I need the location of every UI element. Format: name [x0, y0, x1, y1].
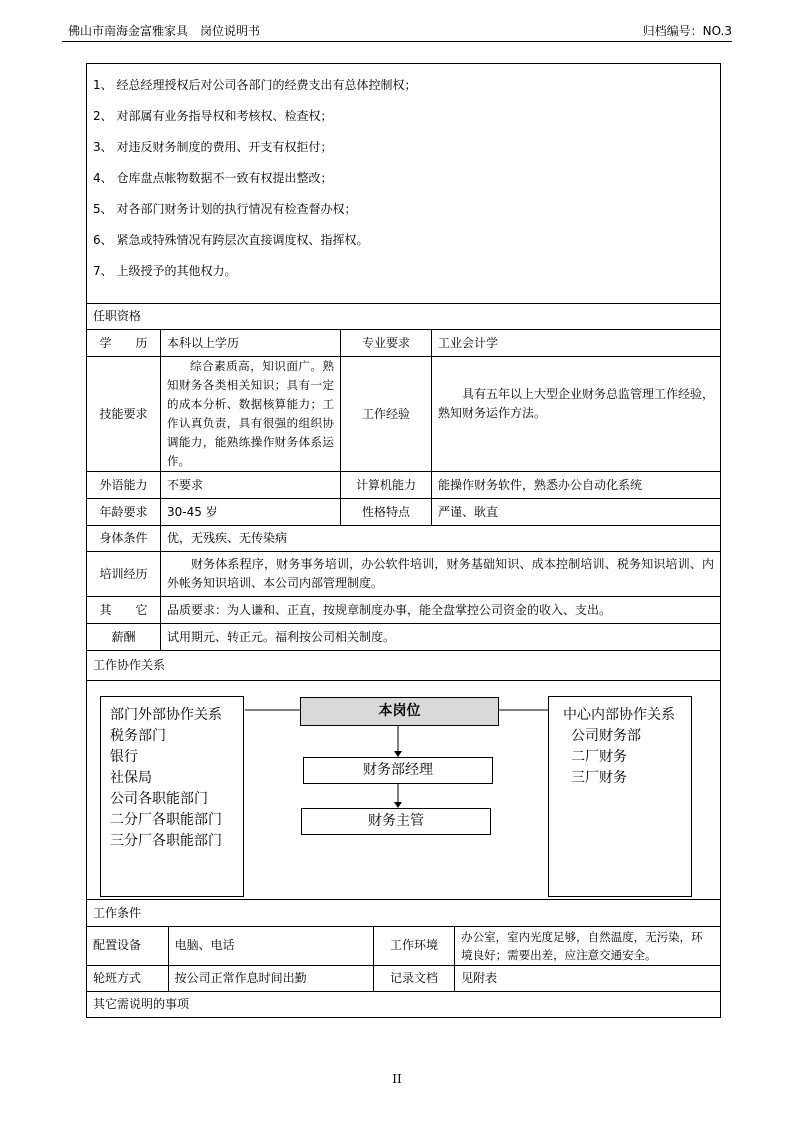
authority-list — [87, 64, 721, 304]
header-rule — [62, 41, 732, 42]
experience-label: 工作经验 — [341, 357, 432, 472]
shift-value: 按公司正常作息时间出勤 — [168, 965, 373, 991]
notes-title: 其它需说明的事项 — [87, 992, 721, 1018]
page-number: II — [392, 1072, 402, 1086]
collaboration-title: 工作协作关系 — [87, 651, 721, 681]
language-value: 不要求 — [161, 472, 341, 499]
skills-value: 综合素质高，知识面广。熟知财务各类相关知识；具有一定的成本分析、数据核算能力；工作认真负责，具有很强的组织协调能力，能熟练操作财务体系运作。 — [161, 357, 341, 472]
internal-relations-title: 中心内部协作关系 — [563, 707, 675, 723]
age-value: 30-45 岁 — [161, 499, 341, 526]
external-relations-box — [100, 696, 244, 897]
language-label: 外语能力 — [87, 472, 161, 499]
conditions-grid — [87, 927, 721, 992]
records-value: 见附表 — [461, 970, 498, 985]
authority-item: 1、 经总经理授权后对公司各部门的经费支出有总体控制权； — [93, 78, 417, 92]
records-label: 记录文档 — [373, 965, 454, 991]
training-label: 培训经历 — [87, 552, 161, 597]
authority-item: 2、 对部属有业务指导权和考核权、检查权； — [93, 109, 333, 123]
external-relation-item: 银行 — [110, 749, 138, 765]
header-left: 佛山市南海金富雅家具 岗位说明书 — [68, 24, 261, 38]
environment-label: 工作环境 — [373, 927, 454, 965]
computer-label: 计算机能力 — [341, 472, 432, 499]
major-value: 工业会计学 — [432, 330, 721, 357]
internal-relation-item: 二厂财务 — [571, 749, 627, 765]
computer-value: 能操作财务软件，熟悉办公自动化系统 — [432, 472, 721, 499]
age-label: 年龄要求 — [87, 499, 161, 526]
salary-value: 试用期元、转正元。福利按公司相关制度。 — [161, 624, 721, 651]
other-label: 其 它 — [87, 597, 161, 624]
external-relation-item: 税务部门 — [110, 728, 166, 744]
personality-value: 严谨、耿直 — [432, 499, 721, 526]
internal-relations-box — [548, 696, 692, 897]
education-value: 本科以上学历 — [161, 330, 341, 357]
shift-label: 轮班方式 — [87, 965, 168, 991]
environment-value: 办公室，室内光度足够，自然温度，无污染，环境良好；需要出差，应注意交通安全。 — [455, 927, 720, 965]
this-post-box: 本岗位 — [300, 697, 499, 726]
qualifications-title: 任职资格 — [87, 304, 721, 330]
external-relation-item: 二分厂各职能部门 — [110, 812, 222, 828]
other-value: 品质要求：为人谦和、正直，按规章制度办事，能全盘掌控公司资金的收入、支出。 — [161, 597, 721, 624]
external-relation-item: 社保局 — [110, 770, 152, 786]
salary-label: 薪酬 — [87, 624, 161, 651]
health-value: 优，无残疾、无传染病 — [161, 526, 721, 552]
authority-item: 4、 仓库盘点帐物数据不一致有权提出整改； — [93, 171, 333, 185]
conditions-table — [87, 927, 720, 991]
education-label: 学 历 — [87, 330, 161, 357]
internal-relation-item: 公司财务部 — [571, 728, 641, 744]
finance-supervisor-box: 财务主管 — [301, 808, 491, 835]
header-right: 归档编号：NO.3 — [642, 24, 732, 38]
health-label: 身体条件 — [87, 526, 161, 552]
equipment-label: 配置设备 — [87, 927, 168, 965]
finance-manager-box: 财务部经理 — [303, 757, 493, 784]
equipment-value: 电脑、电话 — [168, 927, 373, 965]
external-relation-item: 公司各职能部门 — [110, 791, 208, 807]
personality-label: 性格特点 — [341, 499, 432, 526]
collaboration-diagram — [87, 681, 721, 900]
external-relations-title: 部门外部协作关系 — [110, 707, 222, 723]
internal-relation-item: 三厂财务 — [571, 770, 627, 786]
external-relation-item: 三分厂各职能部门 — [110, 833, 222, 849]
authority-item: 3、 对违反财务制度的费用、开支有权拒付； — [93, 140, 333, 154]
skills-label: 技能要求 — [87, 357, 161, 472]
authority-item: 5、 对各部门财务计划的执行情况有检查督办权； — [93, 202, 357, 216]
authority-item: 6、 紧急或特殊情况有跨层次直接调度权、指挥权。 — [93, 233, 369, 247]
experience-value: 具有五年以上大型企业财务总监管理工作经验，熟知财务运作方法。 — [432, 357, 721, 472]
job-description-table — [86, 63, 721, 1018]
authority-item: 7、 上级授予的其他权力。 — [93, 264, 237, 278]
conditions-title: 工作条件 — [87, 900, 721, 927]
major-label: 专业要求 — [341, 330, 432, 357]
training-value: 财务体系程序，财务事务培训，办公软件培训，财务基础知识、成本控制培训、税务知识培训、内外帐务知识培训、本公司内部管理制度。 — [161, 552, 721, 597]
